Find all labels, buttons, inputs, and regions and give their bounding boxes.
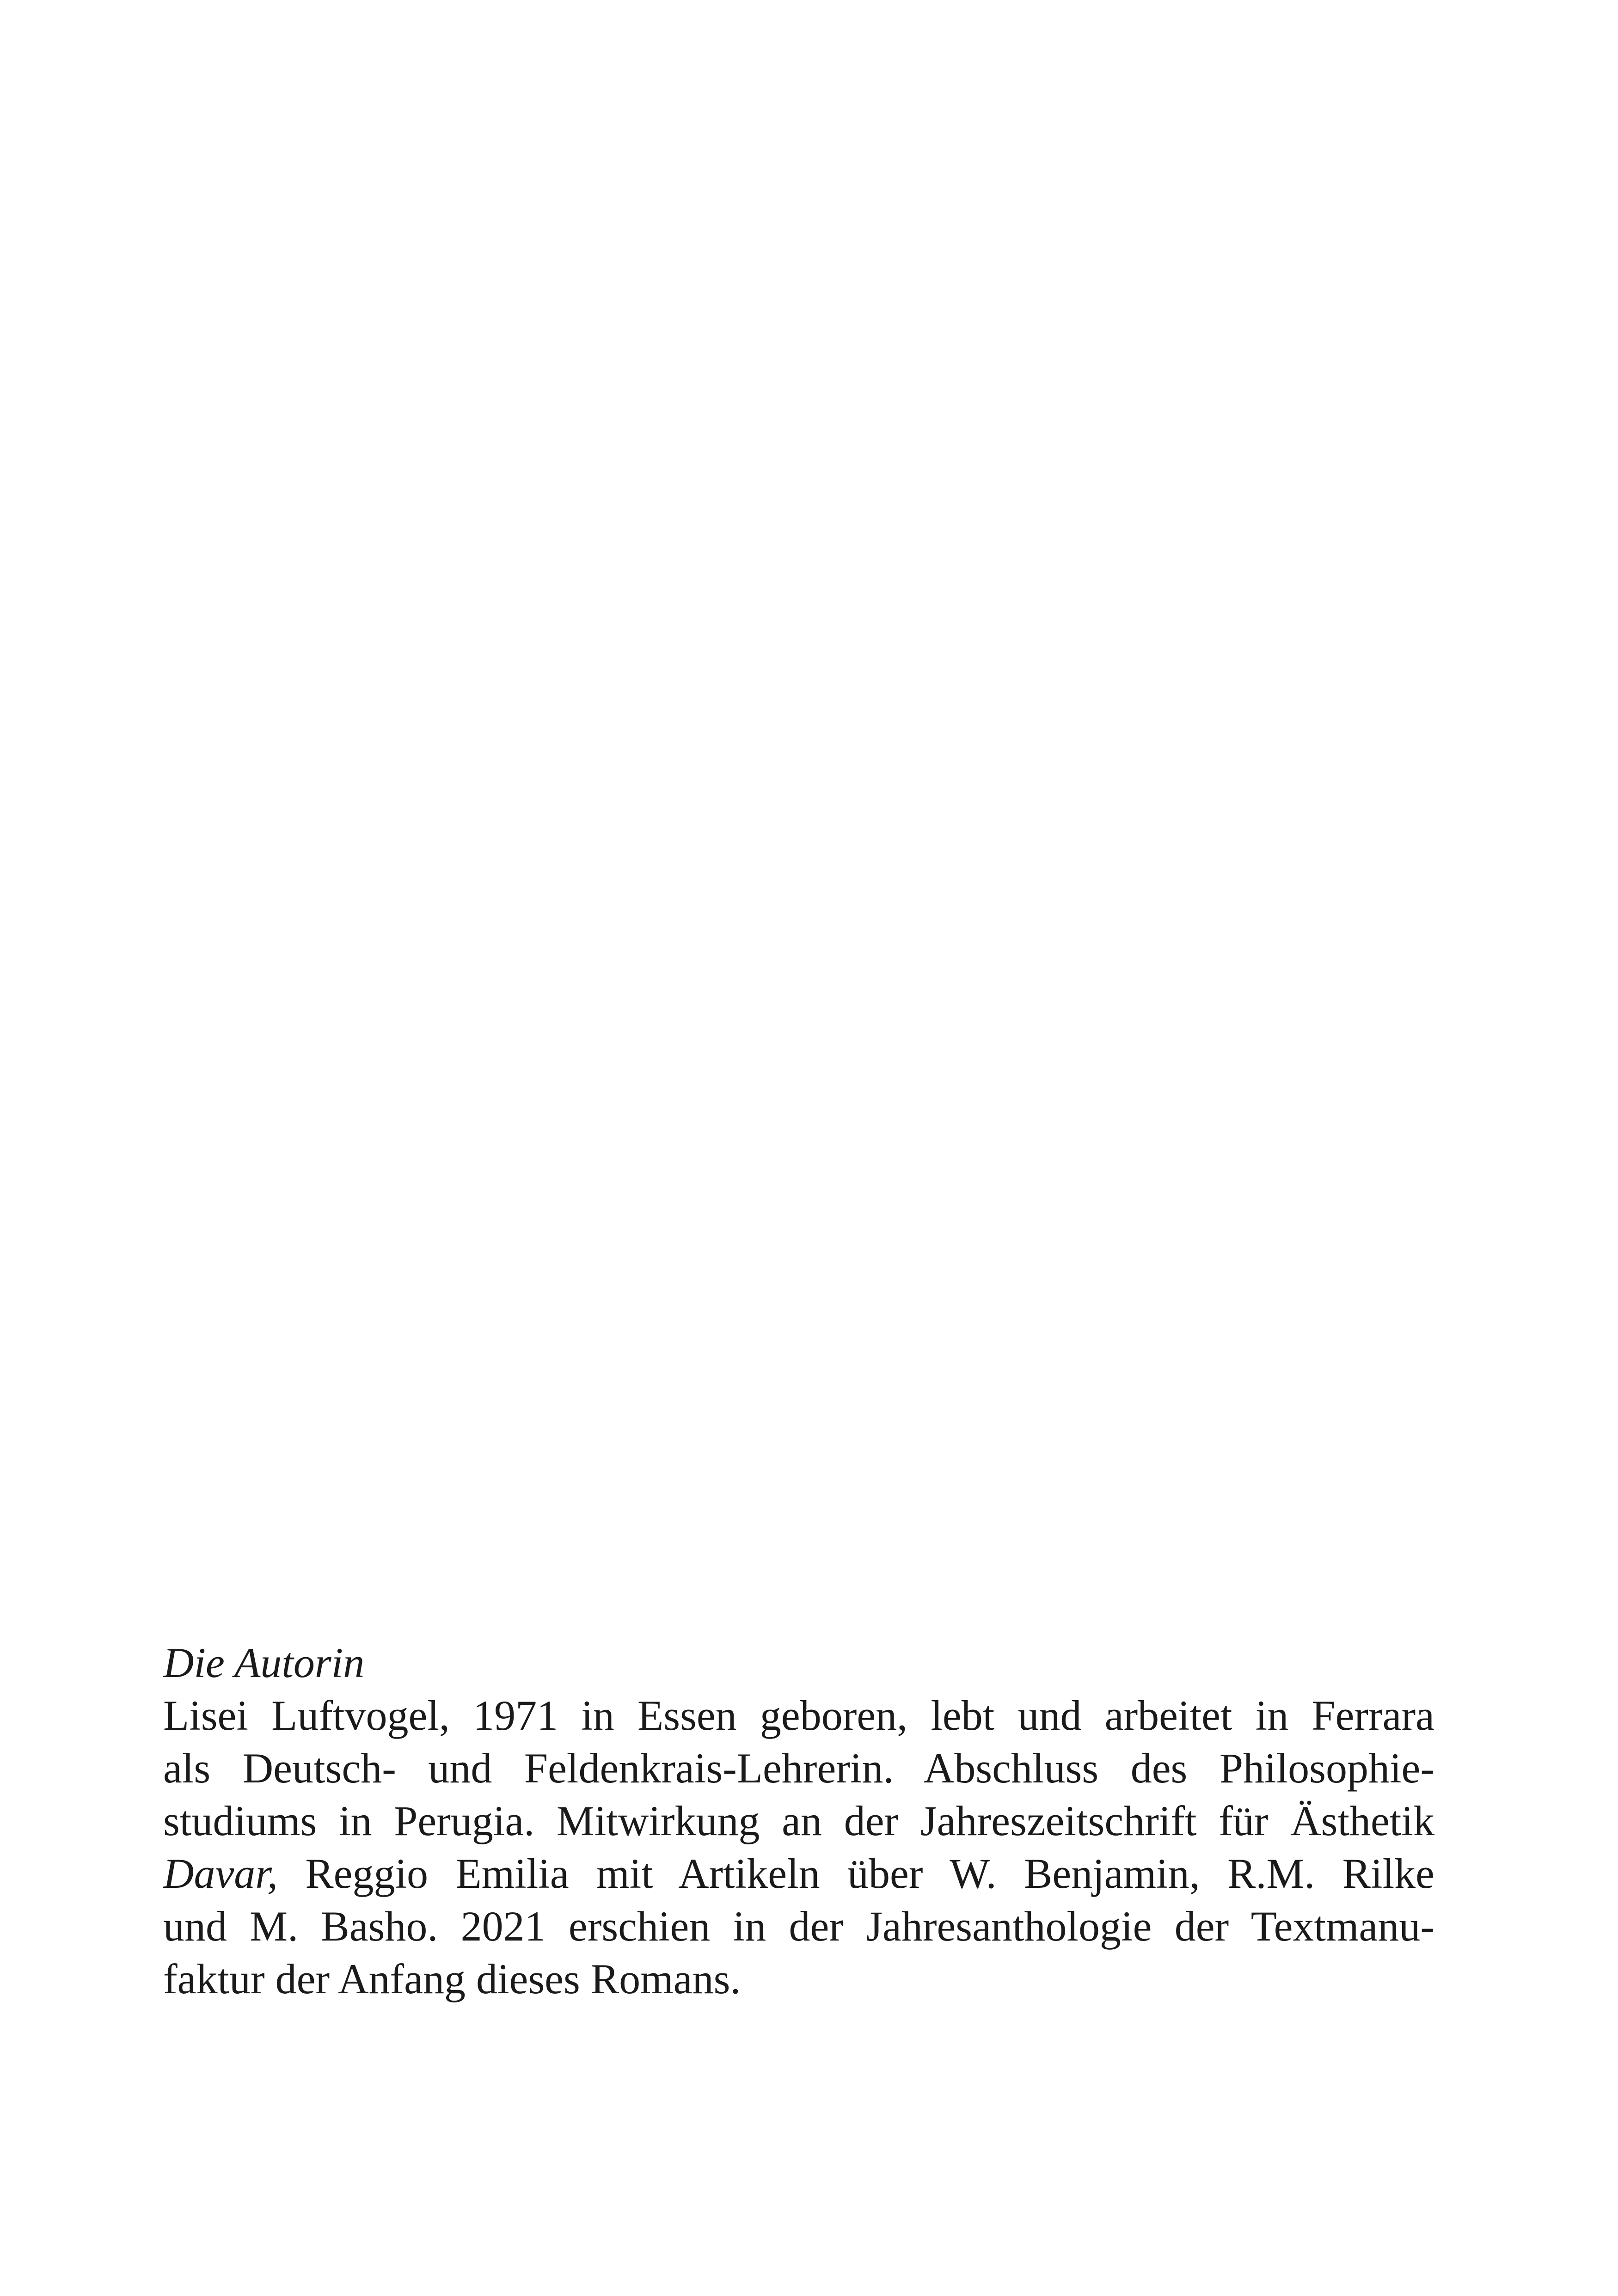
bio-line-2: als Deutsch- und Feldenkrais-Lehrerin. Abschluss des Philosophie- bbox=[163, 1745, 1434, 1792]
journal-title: Davar, bbox=[163, 1850, 278, 1897]
bio-heading: Die Autorin bbox=[163, 1639, 365, 1686]
bio-line-1: Lisei Luftvogel, 1971 in Essen geboren, lebt und arbeitet in Ferrara bbox=[163, 1692, 1434, 1739]
bio-line-6: faktur der Anfang dieses Romans. bbox=[163, 1955, 741, 2002]
author-bio bbox=[163, 1636, 1434, 2005]
bio-line-5: und M. Basho. 2021 erschien in der Jahresanthologie der Textmanu- bbox=[163, 1903, 1434, 1950]
bio-line-4 bbox=[163, 1847, 1434, 1900]
bio-line-3: studiums in Perugia. Mitwirkung an der Jahreszeitschrift für Ästhetik bbox=[163, 1797, 1434, 1844]
bio-line-4-rest: Reggio Emilia mit Artikeln über W. Benjamin, R.M. Rilke bbox=[277, 1850, 1434, 1897]
